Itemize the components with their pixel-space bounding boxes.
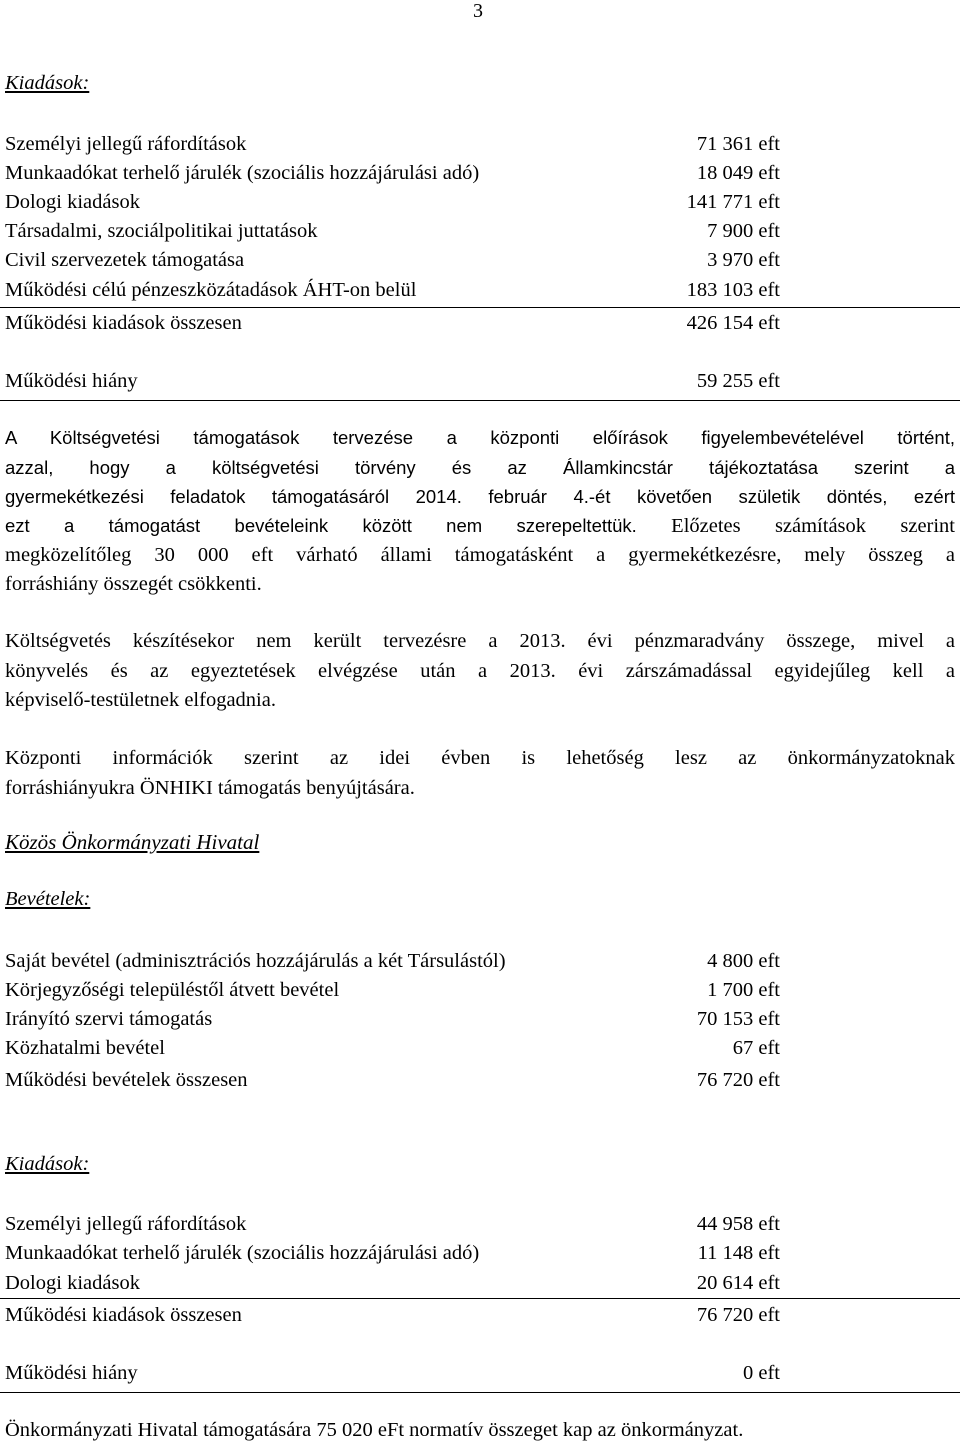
row-value: 76 720 eft <box>696 1069 780 1091</box>
budget-paragraph-3 <box>5 744 955 803</box>
page-number: 3 <box>473 0 483 22</box>
row-value: 59 255 eft <box>696 370 780 392</box>
row-label: Körjegyzőségi településtől átvett bevétel <box>5 979 340 1001</box>
total-divider <box>0 1298 960 1299</box>
total-row <box>5 1066 780 1094</box>
text-segment: Előzetes számítások szerint <box>671 515 956 537</box>
table-row <box>5 1269 780 1297</box>
row-label: Saját bevétel (adminisztrációs hozzájárulás a két Társulástól) <box>5 950 506 972</box>
text-line: forráshiány összegét csökkenti. <box>5 573 262 595</box>
table-row <box>5 1210 780 1238</box>
row-label: Működési kiadások összesen <box>5 312 242 334</box>
row-label: Irányító szervi támogatás <box>5 1008 213 1030</box>
table-row <box>5 1034 780 1062</box>
expenses-heading-2: Kiadások: <box>5 1153 90 1175</box>
text-segment: ezt a támogatást bevételeink között nem szerepeltettük. <box>5 515 637 536</box>
row-value: 4 800 eft <box>707 950 780 972</box>
row-label: Dologi kiadások <box>5 191 140 213</box>
row-label: Működési hiány <box>5 1362 138 1384</box>
row-label: Munkaadókat terhelő járulék (szociális hozzájárulási adó) <box>5 1242 480 1264</box>
table-row <box>5 1005 780 1033</box>
row-label: Működési bevételek összesen <box>5 1069 248 1091</box>
table-row <box>5 188 780 216</box>
text-line: azzal, hogy a költségvetési törvény és az Államkincstár tájékoztatása szerint a <box>5 456 955 478</box>
table-row <box>5 947 780 975</box>
text-line: gyermekétkezési feladatok támogatásáról 2014. február 4.-ét követően születik döntés, ezért <box>5 486 955 507</box>
footer-note-row <box>5 1416 955 1444</box>
row-value: 0 eft <box>743 1362 780 1384</box>
total-divider <box>0 307 960 308</box>
row-value: 44 958 eft <box>696 1213 780 1235</box>
table-row <box>5 276 780 304</box>
row-label: Működési hiány <box>5 370 138 392</box>
row-value: 7 900 eft <box>707 220 780 242</box>
budget-paragraph-1 <box>5 423 955 512</box>
row-label: Működési célú pénzeszközátadások ÁHT-on belül <box>5 279 417 301</box>
row-label: Működési kiadások összesen <box>5 1304 242 1326</box>
text-line: megközelítőleg 30 000 eft várható állami támogatásként a gyermekétkezésre, mely összeg a <box>5 543 955 566</box>
row-value: 70 153 eft <box>696 1008 780 1030</box>
total-row <box>5 309 780 337</box>
row-value: 18 049 eft <box>696 162 780 184</box>
table-row <box>5 159 780 187</box>
row-value: 11 148 eft <box>697 1242 780 1264</box>
row-label: Civil szervezetek támogatása <box>5 249 245 271</box>
text-line <box>5 511 955 541</box>
section-divider <box>0 1392 960 1393</box>
footer-note: Önkormányzati Hivatal támogatására 75 020 eFt normatív összeget kap az önkormányzat. <box>5 1419 744 1441</box>
row-label: Személyi jellegű ráfordítások <box>5 133 247 155</box>
text-line: Központi információk szerint az idei évben is lehetőség lesz az önkormányzatoknak <box>5 747 955 769</box>
expenses-heading: Kiadások: <box>5 72 90 94</box>
row-value: 183 103 eft <box>686 279 780 301</box>
row-value: 141 771 eft <box>686 191 780 213</box>
deficit-row <box>5 367 780 395</box>
row-label: Társadalmi, szociálpolitikai juttatások <box>5 220 318 242</box>
table-row <box>5 217 780 245</box>
section-title: Közös Önkormányzati Hivatal <box>5 830 260 854</box>
row-label: Személyi jellegű ráfordítások <box>5 1213 247 1235</box>
table-row <box>5 976 780 1004</box>
text-line: könyvelés és az egyeztetések elvégzése után a 2013. évi zárszámadással egyidejűleg kell a <box>5 659 955 682</box>
text-line: A Költségvetési támogatások tervezése a központi előírások figyelembevételével történt, <box>5 427 955 448</box>
row-value: 426 154 eft <box>686 312 780 334</box>
budget-paragraph-2 <box>5 627 955 716</box>
row-value: 3 970 eft <box>707 249 780 271</box>
row-value: 1 700 eft <box>707 979 780 1001</box>
row-label: Dologi kiadások <box>5 1272 140 1294</box>
table-row <box>5 130 780 158</box>
row-value: 67 eft <box>732 1037 780 1059</box>
text-line: képviselő-testületnek elfogadnia. <box>5 689 276 711</box>
text-line: Költségvetés készítésekor nem került tervezésre a 2013. évi pénzmaradvány összege, mivel a <box>5 630 955 652</box>
row-value: 20 614 eft <box>696 1272 780 1294</box>
row-label: Közhatalmi bevétel <box>5 1037 165 1059</box>
total-row <box>5 1301 780 1329</box>
row-value: 71 361 eft <box>696 133 780 155</box>
row-label: Munkaadókat terhelő járulék (szociális hozzájárulási adó) <box>5 162 480 184</box>
section-divider <box>0 400 960 401</box>
row-value: 76 720 eft <box>696 1304 780 1326</box>
deficit-row <box>5 1359 780 1387</box>
table-row <box>5 1239 780 1267</box>
text-line: forráshiányukra ÖNHIKI támogatás benyújtására. <box>5 776 415 799</box>
revenues-heading: Bevételek: <box>5 888 91 910</box>
table-row <box>5 246 780 274</box>
budget-paragraph-1-cont <box>5 511 955 600</box>
